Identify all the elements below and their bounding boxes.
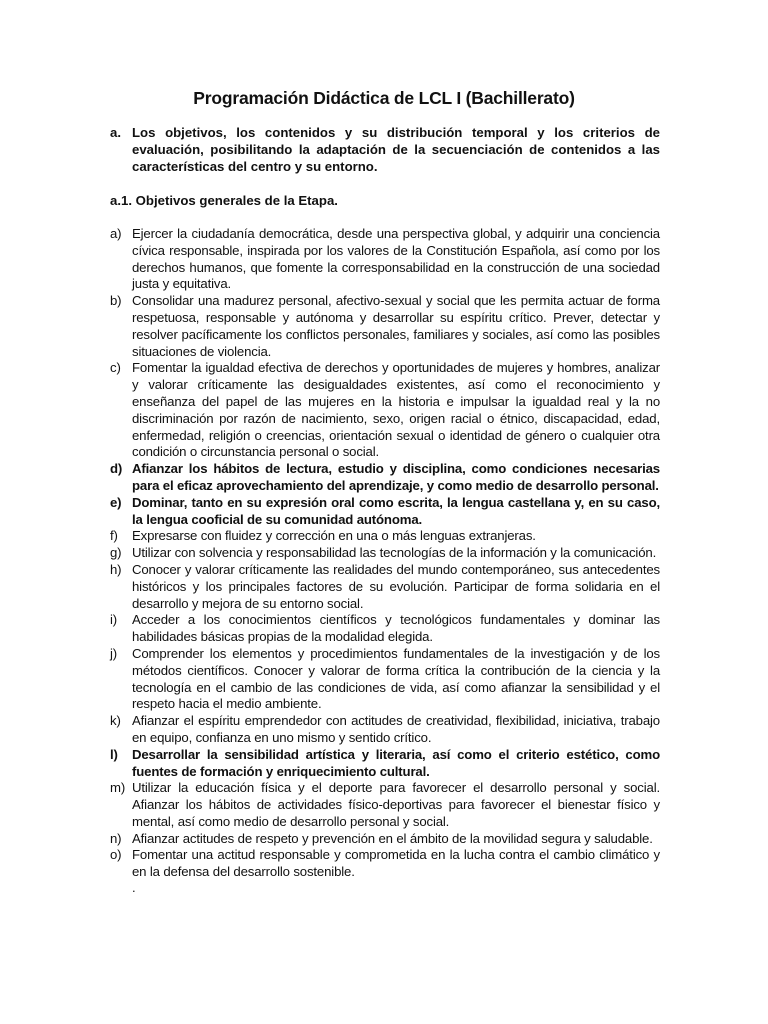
objective-item <box>110 831 660 848</box>
objective-marker: a) <box>110 226 122 241</box>
objective-text: Fomentar la igualdad efectiva de derechos y oportunidades de mujeres y hombres, analizar y valorar críticamente las desigualdades existentes, así como el reconocimiento y enseñanza del papel de las mujeres en la historia e impulsar la igualdad real y la no discriminación por razón de nacimiento, sexo, origen racial o étnico, discapacidad, edad, enfermedad, religión o creencias, orientación sexual o identidad de género o cualquier otra condición o circunstancia personal o social. <box>132 360 660 460</box>
objective-item <box>110 461 660 495</box>
objective-marker: n) <box>110 830 122 846</box>
objectives-subheading: a.1. Objetivos generales de la Etapa. <box>110 193 338 208</box>
objective-text: Dominar, tanto en su expresión oral como escrita, la lengua castellana y, en su caso, la lengua cooficial de su comunidad autónoma. <box>132 494 660 527</box>
objective-text: Expresarse con fluidez y corrección en una o más lenguas extranjeras. <box>132 528 536 544</box>
objective-text: Acceder a los conocimientos científicos y tecnológicos fundamentales y dominar las habilidades básicas propias de la modalidad elegida. <box>132 612 660 645</box>
objective-item <box>110 747 660 781</box>
objective-item <box>110 545 660 562</box>
objective-marker: g) <box>110 545 122 561</box>
objectives-list <box>110 226 660 881</box>
objective-marker: d) <box>110 461 123 477</box>
objective-marker: m) <box>110 780 126 796</box>
objective-marker: b) <box>110 293 122 309</box>
objective-text: Ejercer la ciudadanía democrática, desde una perspectiva global, y adquirir una conciencia cívica responsable, inspirada por los valores de la Constitución Española, así como por los derechos humanos, que fomente la corresponsabilidad en la construcción de una sociedad justa y equitativa. <box>132 226 660 292</box>
objective-item <box>110 780 660 830</box>
objective-text: Afianzar los hábitos de lectura, estudio y disciplina, como condiciones necesarias para el eficaz aprovechamiento del aprendizaje, y como medio de desarrollo personal. <box>132 461 660 493</box>
objective-marker: k) <box>110 713 121 729</box>
objective-text: Consolidar una madurez personal, afectivo-sexual y social que les permita actuar de forma respetuosa, responsable y autónoma y desarrollar su espíritu crítico. Prever, detectar y resolver pacíficamente los conflictos personales, familiares y sociales, así como las posibles situaciones de violencia. <box>132 293 660 359</box>
objective-marker: l) <box>110 746 118 762</box>
objective-marker: i) <box>110 612 118 628</box>
objective-text: Desarrollar la sensibilidad artística y literaria, así como el criterio estético, como fuentes de formación y enriquecimiento cultural. <box>132 746 660 779</box>
objective-marker: j) <box>110 645 118 661</box>
objective-text: Fomentar una actitud responsable y comprometida en la lucha contra el cambio climático y en la defensa del desarrollo sostenible. <box>132 847 660 880</box>
section-a-marker: a. <box>110 125 121 140</box>
objective-text: Comprender los elementos y procedimientos fundamentales de la investigación y de los métodos científicos. Conocer y valorar de forma crítica la contribución de la ciencia y la tecnología en el cambio de las condiciones de vida, así como afianzar la sensibilidad y el respeto hacia el medio ambiente. <box>132 645 660 712</box>
section-a <box>110 125 660 175</box>
objective-marker: e) <box>110 494 122 510</box>
objective-marker: h) <box>110 561 122 577</box>
objective-text: Conocer y valorar críticamente las realidades del mundo contemporáneo, sus antecedentes históricos y los principales factores de su evolución. Participar de forma solidaria en el desarrollo y mejora de su entorno social. <box>132 561 660 611</box>
objective-text: Utilizar la educación física y el deporte para favorecer el desarrollo personal y social. Afianzar los hábitos de actividades físico-deportivas para favorecer el bienestar físico y mental, así como medio de desarrollo personal y social. <box>132 780 660 829</box>
objective-item <box>110 562 660 612</box>
objective-text: Utilizar con solvencia y responsabilidad las tecnologías de la información y la comunicación. <box>132 545 657 561</box>
objective-item <box>110 612 660 646</box>
objective-item <box>110 226 660 293</box>
objective-item <box>110 293 660 360</box>
objective-text: Afianzar el espíritu emprendedor con actitudes de creatividad, flexibilidad, iniciativa, trabajo en equipo, confianza en uno mismo y sentido crítico. <box>132 713 660 745</box>
objective-item <box>110 495 660 529</box>
objective-marker: o) <box>110 847 122 863</box>
objective-item <box>110 847 660 881</box>
objective-item <box>110 360 660 461</box>
objective-item <box>110 646 660 713</box>
objective-item <box>110 713 660 747</box>
objective-item <box>110 528 660 545</box>
objective-marker: c) <box>110 360 121 376</box>
section-a-text: Los objetivos, los contenidos y su distribución temporal y los criterios de evaluación, posibilitando la adaptación de la secuenciación de contenidos a las características del centro y su entorno. <box>132 125 660 174</box>
objective-marker: f) <box>110 528 118 544</box>
trailing-mark: . <box>132 880 136 895</box>
document-title: Programación Didáctica de LCL I (Bachillerato) <box>193 88 575 108</box>
objective-text: Afianzar actitudes de respeto y prevención en el ámbito de la movilidad segura y saludable. <box>132 830 653 846</box>
